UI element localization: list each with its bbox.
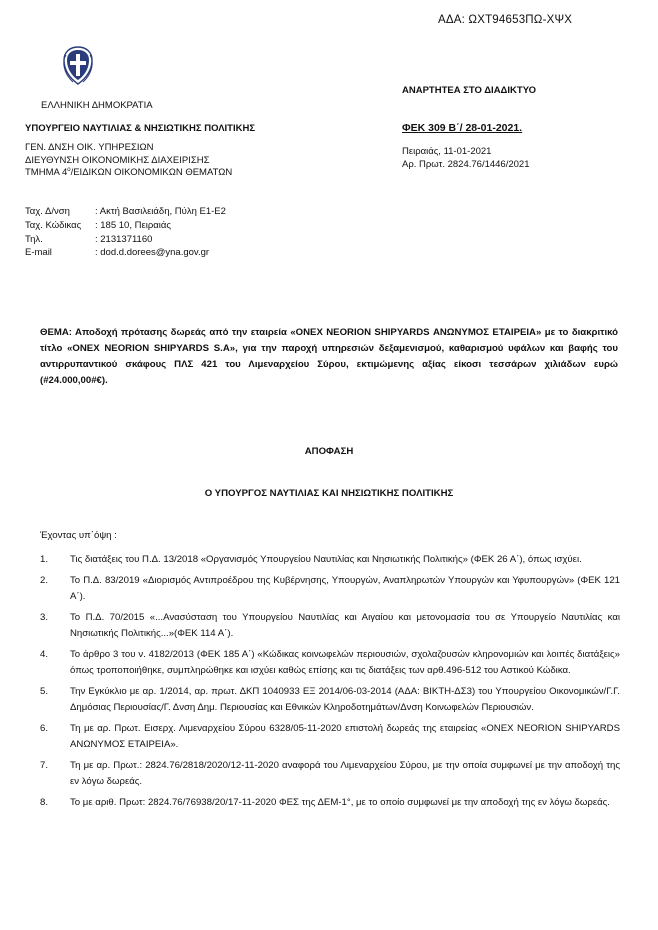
contact-phone: Τηλ. : 2131371160: [25, 233, 153, 245]
republic-label: ΕΛΛΗΝΙΚΗ ΔΗΜΟΚΡΑΤΙΑ: [41, 100, 153, 111]
protocol-number: Αρ. Πρωτ. 2824.76/1446/2021: [402, 159, 530, 170]
place-date: Πειραιάς, 11-01-2021: [402, 146, 492, 157]
ada-code: ΑΔΑ: ΩΧΤ94653ΠΩ-ΧΨΧ: [438, 14, 573, 26]
dept-line-3: ΤΜΗΜΑ $4^o$/ΕΙΔΙΚΩΝ ΟΙΚΟΝΟΜΙΚΩΝ ΘΕΜΑΤΩΝ: [25, 166, 233, 178]
list-item: 1. Τις διατάξεις του Π.Δ. 13/2018 «Οργανισμός Υπουργείου Ναυτιλίας και Νησιωτικής Πολιτικής» (ΦΕΚ 26 Α΄), όπως ισχύει.: [40, 554, 582, 565]
ministry-name: ΥΠΟΥΡΓΕΙΟ ΝΑΥΤΙΛΙΑΣ & ΝΗΣΙΩΤΙΚΗΣ ΠΟΛΙΤΙΚΗΣ: [25, 123, 256, 134]
place-date-block: [402, 145, 530, 171]
minister-heading: Ο ΥΠΟΥΡΓΟΣ ΝΑΥΤΙΛΙΑΣ ΚΑΙ ΝΗΣΙΩΤΙΚΗΣ ΠΟΛΙΤΙΚΗΣ: [204, 488, 454, 499]
considering-label: Έχοντας υπ΄όψη :: [40, 530, 117, 541]
contact-postal-code: Ταχ. Κώδικας : 185 10, Πειραιάς: [25, 219, 171, 231]
greek-coat-of-arms-icon: [61, 43, 95, 87]
contact-address: Ταχ. Δ/νση : Ακτή Βασιλειάδη, Πύλη Ε1-Ε2: [25, 206, 226, 217]
list-item: 6. Τη με αρ. Πρωτ. Εισερχ. Λιμεναρχείου Σύρου 6328/05-11-2020 επιστολή δωρεάς της εταιρείας «ONEX NEORION SHIPYARDS ΑΝΩΝΥΜΟΣ ΕΤΑΙΡΕΙΑ».: [40, 723, 620, 750]
posted-online-label: ΑΝΑΡΤΗΤΕΑ ΣΤΟ ΔΙΑΔΙΚΤΥΟ: [402, 85, 537, 96]
subject-paragraph: ΘΕΜΑ: Αποδοχή πρότασης δωρεάς από την εταιρεία «ONEX NEORION SHIPYARDS ΑΝΩΝΥΜΟΣ ΕΤΑΙΡΕΙΑ» με το διακριτικό τίτλο «ONEX NEORION SHIPYARDS S.A», για την παροχή υπηρεσιών δεξαμενισμού, καθαρισμού υφάλων και βαφής του αντιρρυπαντικού σκάφους ΠΛΣ 421 του Λιμεναρχείου Σύρου, εκτιμώμενης αξίας είκοσι τεσσάρων χιλιάδων ευρώ (#24.000,00#€).: [40, 327, 618, 386]
list-item: 2. Το Π.Δ. 83/2019 «Διορισμός Αντιπροέδρου της Κυβέρνησης, Υπουργών, Αναπληρωτών Υπουργών και Υφυπουργών» (ΦΕΚ 121 Α΄).: [40, 575, 620, 602]
decision-heading: ΑΠΟΦΑΣΗ: [304, 446, 354, 457]
list-item: 8. Το με αριθ. Πρωτ: 2824.76/76938/20/17-11-2020 ΦΕΣ της ΔΕΜ-1°, με το οποίο συμφωνεί με την αποδοχή της εν λόγω δωρεάς.: [40, 797, 610, 808]
contact-block: [25, 205, 226, 260]
dept-line-1: ΓΕΝ. ΔΝΣΗ ΟΙΚ. ΥΠΗΡΕΣΙΩΝ: [25, 142, 154, 153]
dept-line-2: ΔΙΕΥΘΥΝΣΗ ΟΙΚΟΝΟΜΙΚΗΣ ΔΙΑΧΕΙΡΙΣΗΣ: [25, 154, 210, 166]
fek-reference: ΦΕΚ 309 Β΄/ 28-01-2021.: [402, 122, 523, 134]
considerations-list: [40, 552, 620, 816]
list-item: 5. Την Εγκύκλιο με αρ. 1/2014, αρ. πρωτ. ΔΚΠ 1040933 ΕΞ 2014/06-03-2014 (ΑΔΑ: ΒΙΚΤΗ-ΔΣ3) του Υπουργείου Οικονομικών/Γ.Γ. Δημόσιας Περιουσίας/Γ. Δνση Δημ. Περιουσίας και Εθνικών Κληροδοτημάτων/Δνση Κοινωφελών Περιουσιών.: [40, 686, 620, 713]
list-item: 7. Τη με αρ. Πρωτ.: 2824.76/2818/2020/12-11-2020 αναφορά του Λιμεναρχείου Σύρου, με την οποία συμφωνεί με την αποδοχή της εν λόγω δωρεάς.: [40, 760, 620, 787]
contact-email: E-mail : dod.d.dorees@yna.gov.gr: [25, 247, 210, 259]
department-block: [25, 142, 232, 180]
list-item: 3. Το Π.Δ. 70/2015 «...Ανασύσταση του Υπουργείου Ναυτιλίας και Αιγαίου και μετονομασία του σε Υπουργείο Ναυτιλίας και Νησιωτικής Πολιτικής...»(ΦΕΚ 114 Α΄).: [40, 612, 620, 639]
list-item: 4. Το άρθρο 3 του ν. 4182/2013 (ΦΕΚ 185 Α΄) «Κώδικας κοινωφελών περιουσιών, σχολαζουσών κληρονομιών και λοιπές διατάξεις» όπως τροποποιήθηκε, συμπληρώθηκε και ισχύει καθώς επίσης και τις διατάξεις των αρθ.496-512 του Αστικού Κώδικα.: [40, 649, 620, 676]
